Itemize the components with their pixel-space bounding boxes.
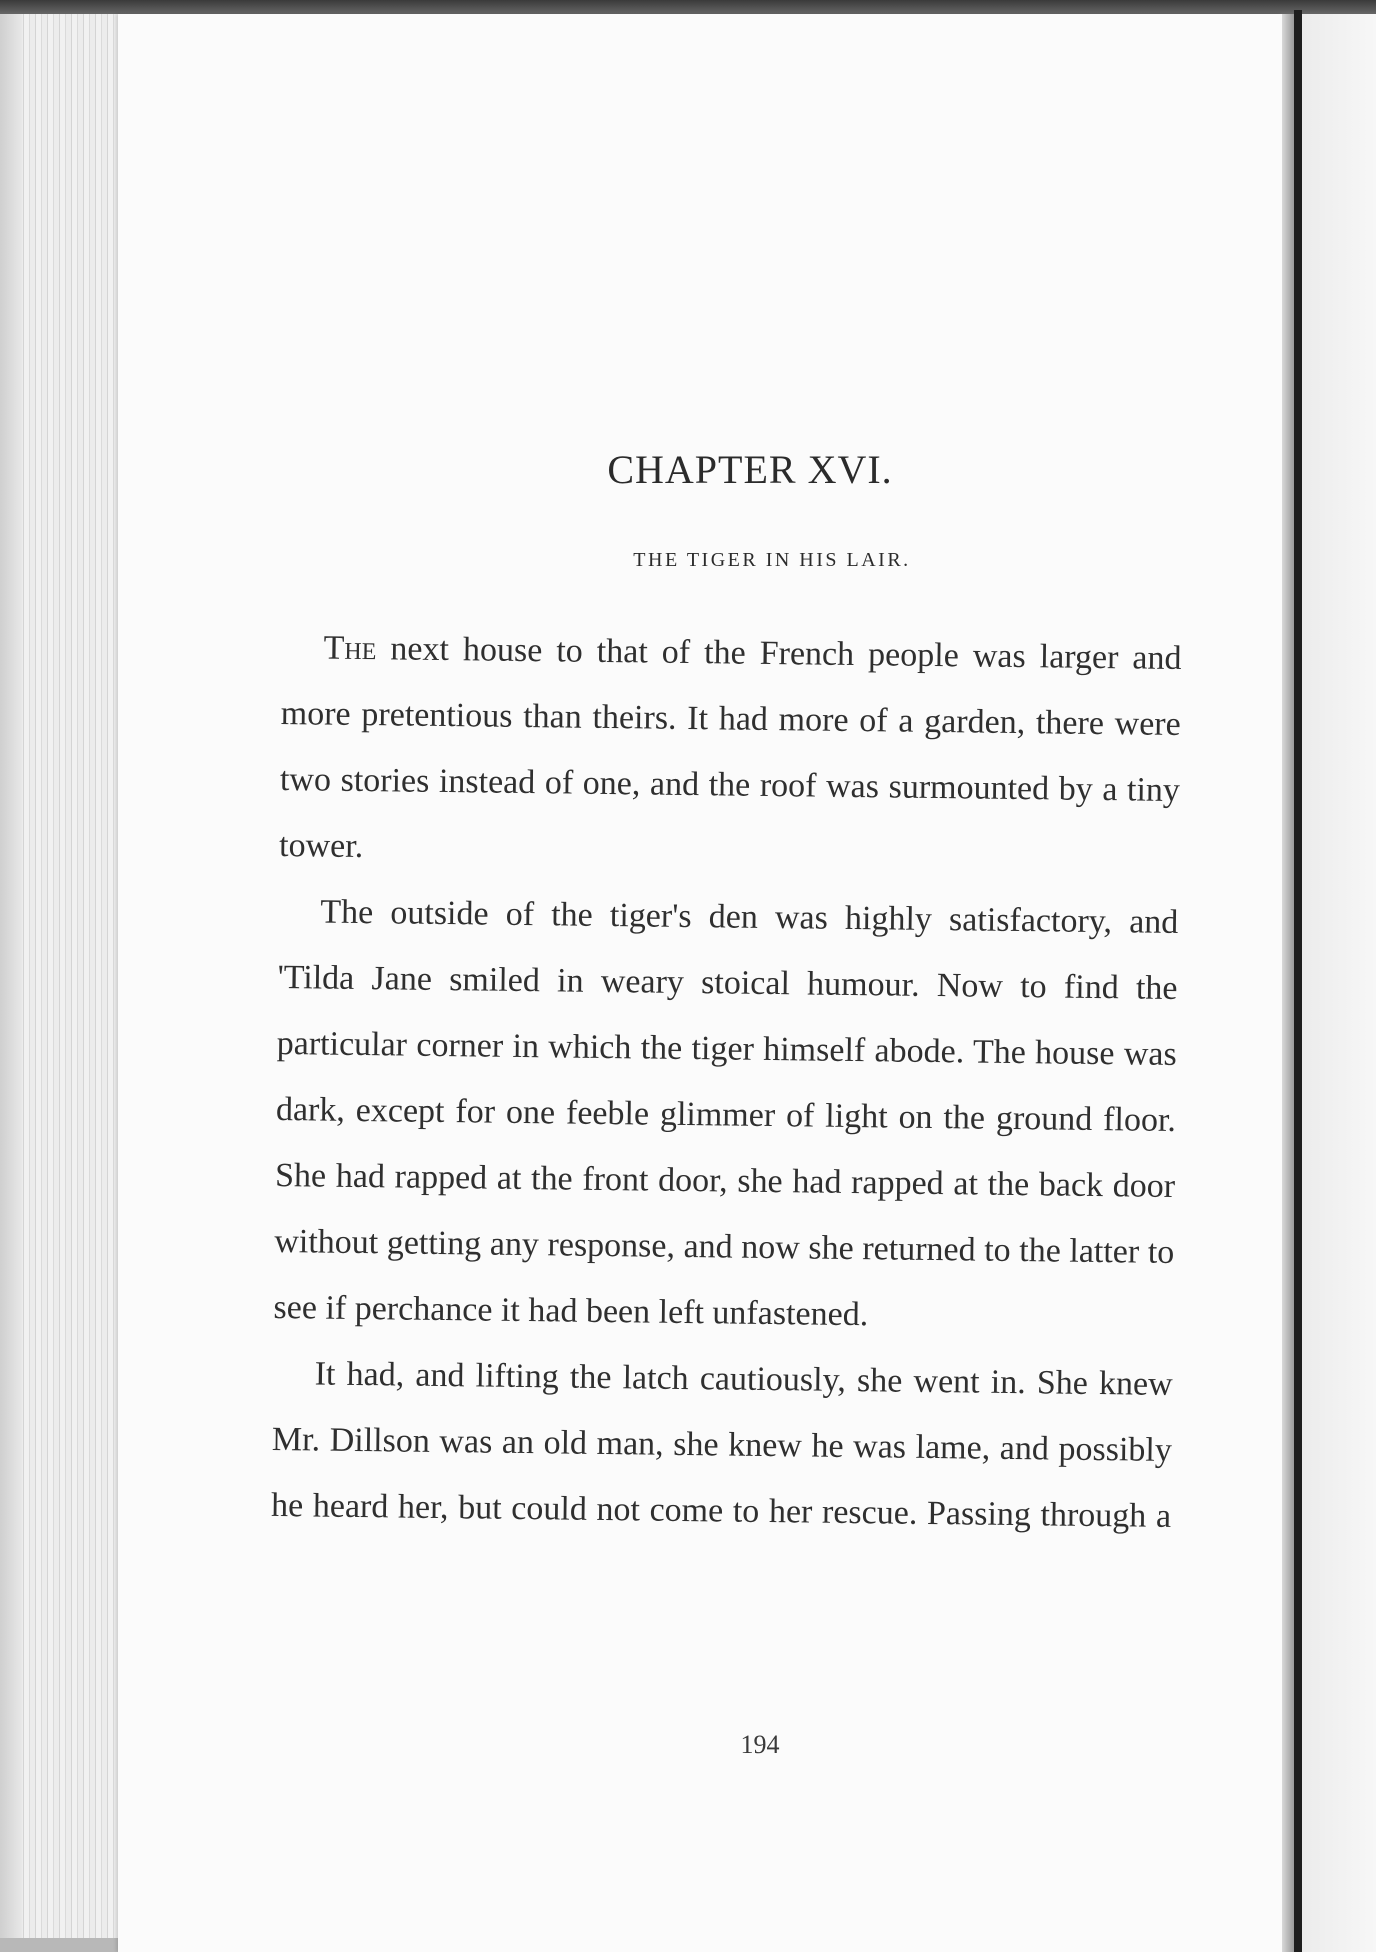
body-text: [271, 615, 1182, 1550]
bottom-edge: [0, 1938, 130, 1952]
chapter-heading: CHAPTER XVI.: [607, 447, 893, 492]
book-spine: [1294, 10, 1302, 1952]
chapter-subtitle: THE TIGER IN HIS LAIR.: [633, 549, 911, 571]
paragraph-1-text: next house to that of the French people was larger and more pretentious than theirs. It had more of a garden, there were two stories instead of one, and the roof was surmounted by a tiny tower.: [278, 630, 1182, 866]
page-number: 194: [740, 1730, 780, 1759]
paragraph-lead-word: The: [323, 629, 377, 668]
facing-page-edge: [1302, 14, 1376, 1952]
page-stack-shadow: [0, 14, 22, 1952]
page-gutter-shadow: [1282, 14, 1294, 1952]
paragraph-3: It had, and lifting the latch cautiously, she went in. She knew Mr. Dillson was an old man, she knew he was lame, and possibly he heard her, but could not come to her rescue. Passing through a: [270, 1355, 1173, 1535]
paragraph-1: [279, 615, 1182, 890]
paragraph-2: The outside of the tiger's den was highly satisfactory, and 'Tilda Jane smiled in weary stoical humour. Now to find the particular corner in which the tiger himself abode. The house was dark, except for one feeble glimmer of light on the ground floor. She had rapped at the front door, she had rapped at the back door without getting any response, and now she returned to the latter to see if perchance it had been left unfastened.: [273, 893, 1179, 1334]
